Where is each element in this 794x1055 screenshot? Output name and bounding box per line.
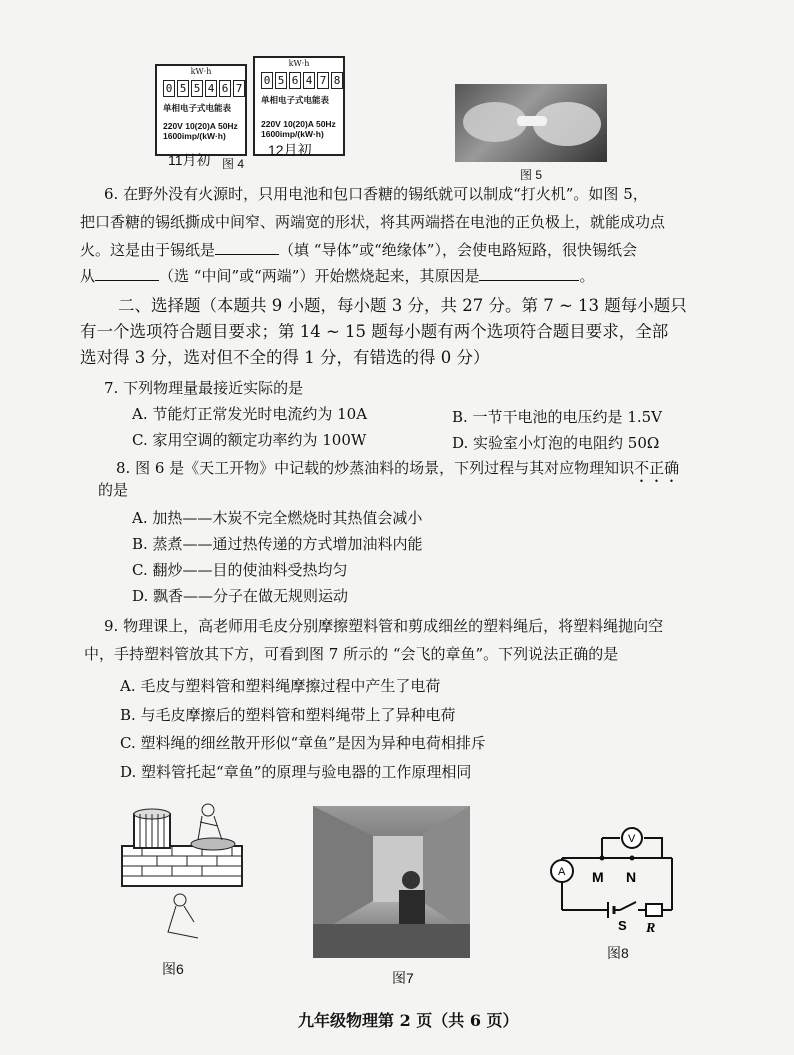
meter-unit: kW·h <box>190 67 212 76</box>
q6-line3-text-a: 火。这是由于锡纸是 <box>80 241 216 259</box>
q7-option-a[interactable]: A. 节能灯正常发光时电流约为 10A <box>132 405 368 423</box>
meter-right-caption: 12月初 <box>268 142 312 158</box>
q8-stem-end: 的是 <box>98 481 129 499</box>
q6-line4-text-b: （选 “中间”或“两端”）开始燃烧起来，其原因是 <box>159 267 480 285</box>
meter-digits <box>261 72 343 89</box>
classroom-photo-illustration <box>313 806 470 958</box>
q6-line3 <box>80 240 637 260</box>
meter-digit: 7 <box>317 72 329 89</box>
section2-line2: 有一个选项符合题目要求；第 14 ~ 15 题每小题有两个选项符合题目要求，全部 <box>80 322 669 341</box>
q8-option-c[interactable]: C. 翻炒——目的使油料受热均匀 <box>132 561 348 579</box>
meter-rating: 220V 10(20)A 50Hz <box>261 119 336 129</box>
figure-7-label: 图7 <box>392 970 414 986</box>
q6-line3-text-b: （填 “导体”或“绝缘体”），会使电路短路，很快锡纸会 <box>279 241 637 259</box>
q8-stem <box>116 458 679 486</box>
q9-line1: 9. 物理课上，高老师用毛皮分别摩擦塑料管和剪成细丝的塑料绳后，将塑料绳抛向空 <box>104 617 664 635</box>
meter-left <box>155 64 247 156</box>
terminal-m-label: M <box>592 869 604 885</box>
q6-blank-conductor[interactable] <box>215 240 279 255</box>
q9-option-b[interactable]: B. 与毛皮摩擦后的塑料管和塑料绳带上了异种电荷 <box>120 706 456 724</box>
meter-digit: 6 <box>219 80 231 97</box>
q6-line2: 把口香糖的锡纸撕成中间窄、两端宽的形状，将其两端搭在电池的正负极上，就能成功点 <box>80 213 666 231</box>
figure-5-label: 图 5 <box>520 168 543 182</box>
q7-option-c[interactable]: C. 家用空调的额定功率约为 100W <box>132 431 367 449</box>
q6-blank-position[interactable] <box>95 266 159 281</box>
meter-rating: 220V 10(20)A 50Hz <box>163 121 238 131</box>
terminal-n-label: N <box>626 869 637 885</box>
q7-option-d[interactable]: D. 实验室小灯泡的电阻约 50Ω <box>452 434 660 452</box>
page-footer: 九年级物理第 2 页（共 6 页） <box>298 1011 519 1030</box>
meter-digits <box>163 80 245 97</box>
hands-foil-illustration <box>455 84 607 162</box>
ammeter-label: A <box>558 866 566 878</box>
q7-stem: 7. 下列物理量最接近实际的是 <box>104 379 304 397</box>
figure-7-photo <box>313 806 470 958</box>
meter-left-caption: 11月初 <box>168 152 211 168</box>
meter-digit: 5 <box>191 80 203 97</box>
switch-s <box>620 902 636 910</box>
terminal-n <box>630 856 635 861</box>
voltmeter-label: V <box>628 833 636 845</box>
figure-8-circuit <box>540 820 680 940</box>
meter-digit: 0 <box>261 72 273 89</box>
meter-constant: 1600imp/(kW·h) <box>261 129 324 139</box>
q8-stem-text: 8. 图 6 是《天工开物》中记载的炒蒸油料的场景，下列过程与其对应物理知识 <box>116 459 635 477</box>
q9-option-d[interactable]: D. 塑料管托起“章鱼”的原理与验电器的工作原理相同 <box>120 763 472 781</box>
q9-option-a[interactable]: A. 毛皮与塑料管和塑料绳摩擦过程中产生了电荷 <box>120 677 441 695</box>
meter-digit: 4 <box>205 80 217 97</box>
q6-blank-reason[interactable] <box>479 266 579 281</box>
meter-digit: 8 <box>331 72 343 89</box>
q8-option-b[interactable]: B. 蒸煮——通过热传递的方式增加油料内能 <box>132 535 423 553</box>
meter-digit: 7 <box>233 80 245 97</box>
switch-label: S <box>618 918 627 933</box>
section2-line1: 二、选择题（本题共 9 小题，每小题 3 分，共 27 分。第 7 ~ 13 题每小题只 <box>118 296 687 315</box>
q9-option-c[interactable]: C. 塑料绳的细丝散开形似“章鱼”是因为异种电荷相排斥 <box>120 734 486 752</box>
q6-line4 <box>80 266 594 286</box>
meter-digit: 4 <box>303 72 315 89</box>
figure-8-label: 图8 <box>607 945 629 961</box>
section2-line3: 选对得 3 分，选对但不全的得 1 分，有错选的得 0 分） <box>80 348 490 367</box>
resistor-label: R <box>646 921 656 936</box>
meter-name: 单相电子式电能表 <box>163 103 232 113</box>
q6-line1: 6. 在野外没有火源时，只用电池和包口香糖的锡纸就可以制成“打火机”。如图 5， <box>104 185 648 203</box>
q6-line4-text-c: 。 <box>579 267 595 285</box>
q8-option-a[interactable]: A. 加热——木炭不完全燃烧时其热值会减小 <box>132 509 423 527</box>
meter-digit: 0 <box>163 80 175 97</box>
figure-4-label: 图 4 <box>222 157 245 171</box>
meter-unit: kW·h <box>288 59 310 68</box>
meter-digit: 5 <box>275 72 287 89</box>
meter-constant: 1600imp/(kW·h) <box>163 131 226 141</box>
q9-line2: 中，手持塑料管放其下方，可看到图 7 所示的 “会飞的章鱼”。下列说法正确的是 <box>84 645 619 663</box>
meter-digit: 5 <box>177 80 189 97</box>
figure-5-photo <box>455 84 607 162</box>
meter-digit: 6 <box>289 72 301 89</box>
q8-option-d[interactable]: D. 飘香——分子在做无规则运动 <box>132 587 349 605</box>
figure-6-label: 图6 <box>162 961 184 977</box>
meter-name: 单相电子式电能表 <box>261 95 330 105</box>
q8-emphasis-not-correct: 不正确 <box>634 459 680 477</box>
q7-option-b[interactable]: B. 一节干电池的电压约是 1.5V <box>452 408 663 426</box>
figure-6-illustration <box>118 800 258 950</box>
terminal-m <box>600 856 605 861</box>
q6-line4-text-a: 从 <box>80 267 96 285</box>
